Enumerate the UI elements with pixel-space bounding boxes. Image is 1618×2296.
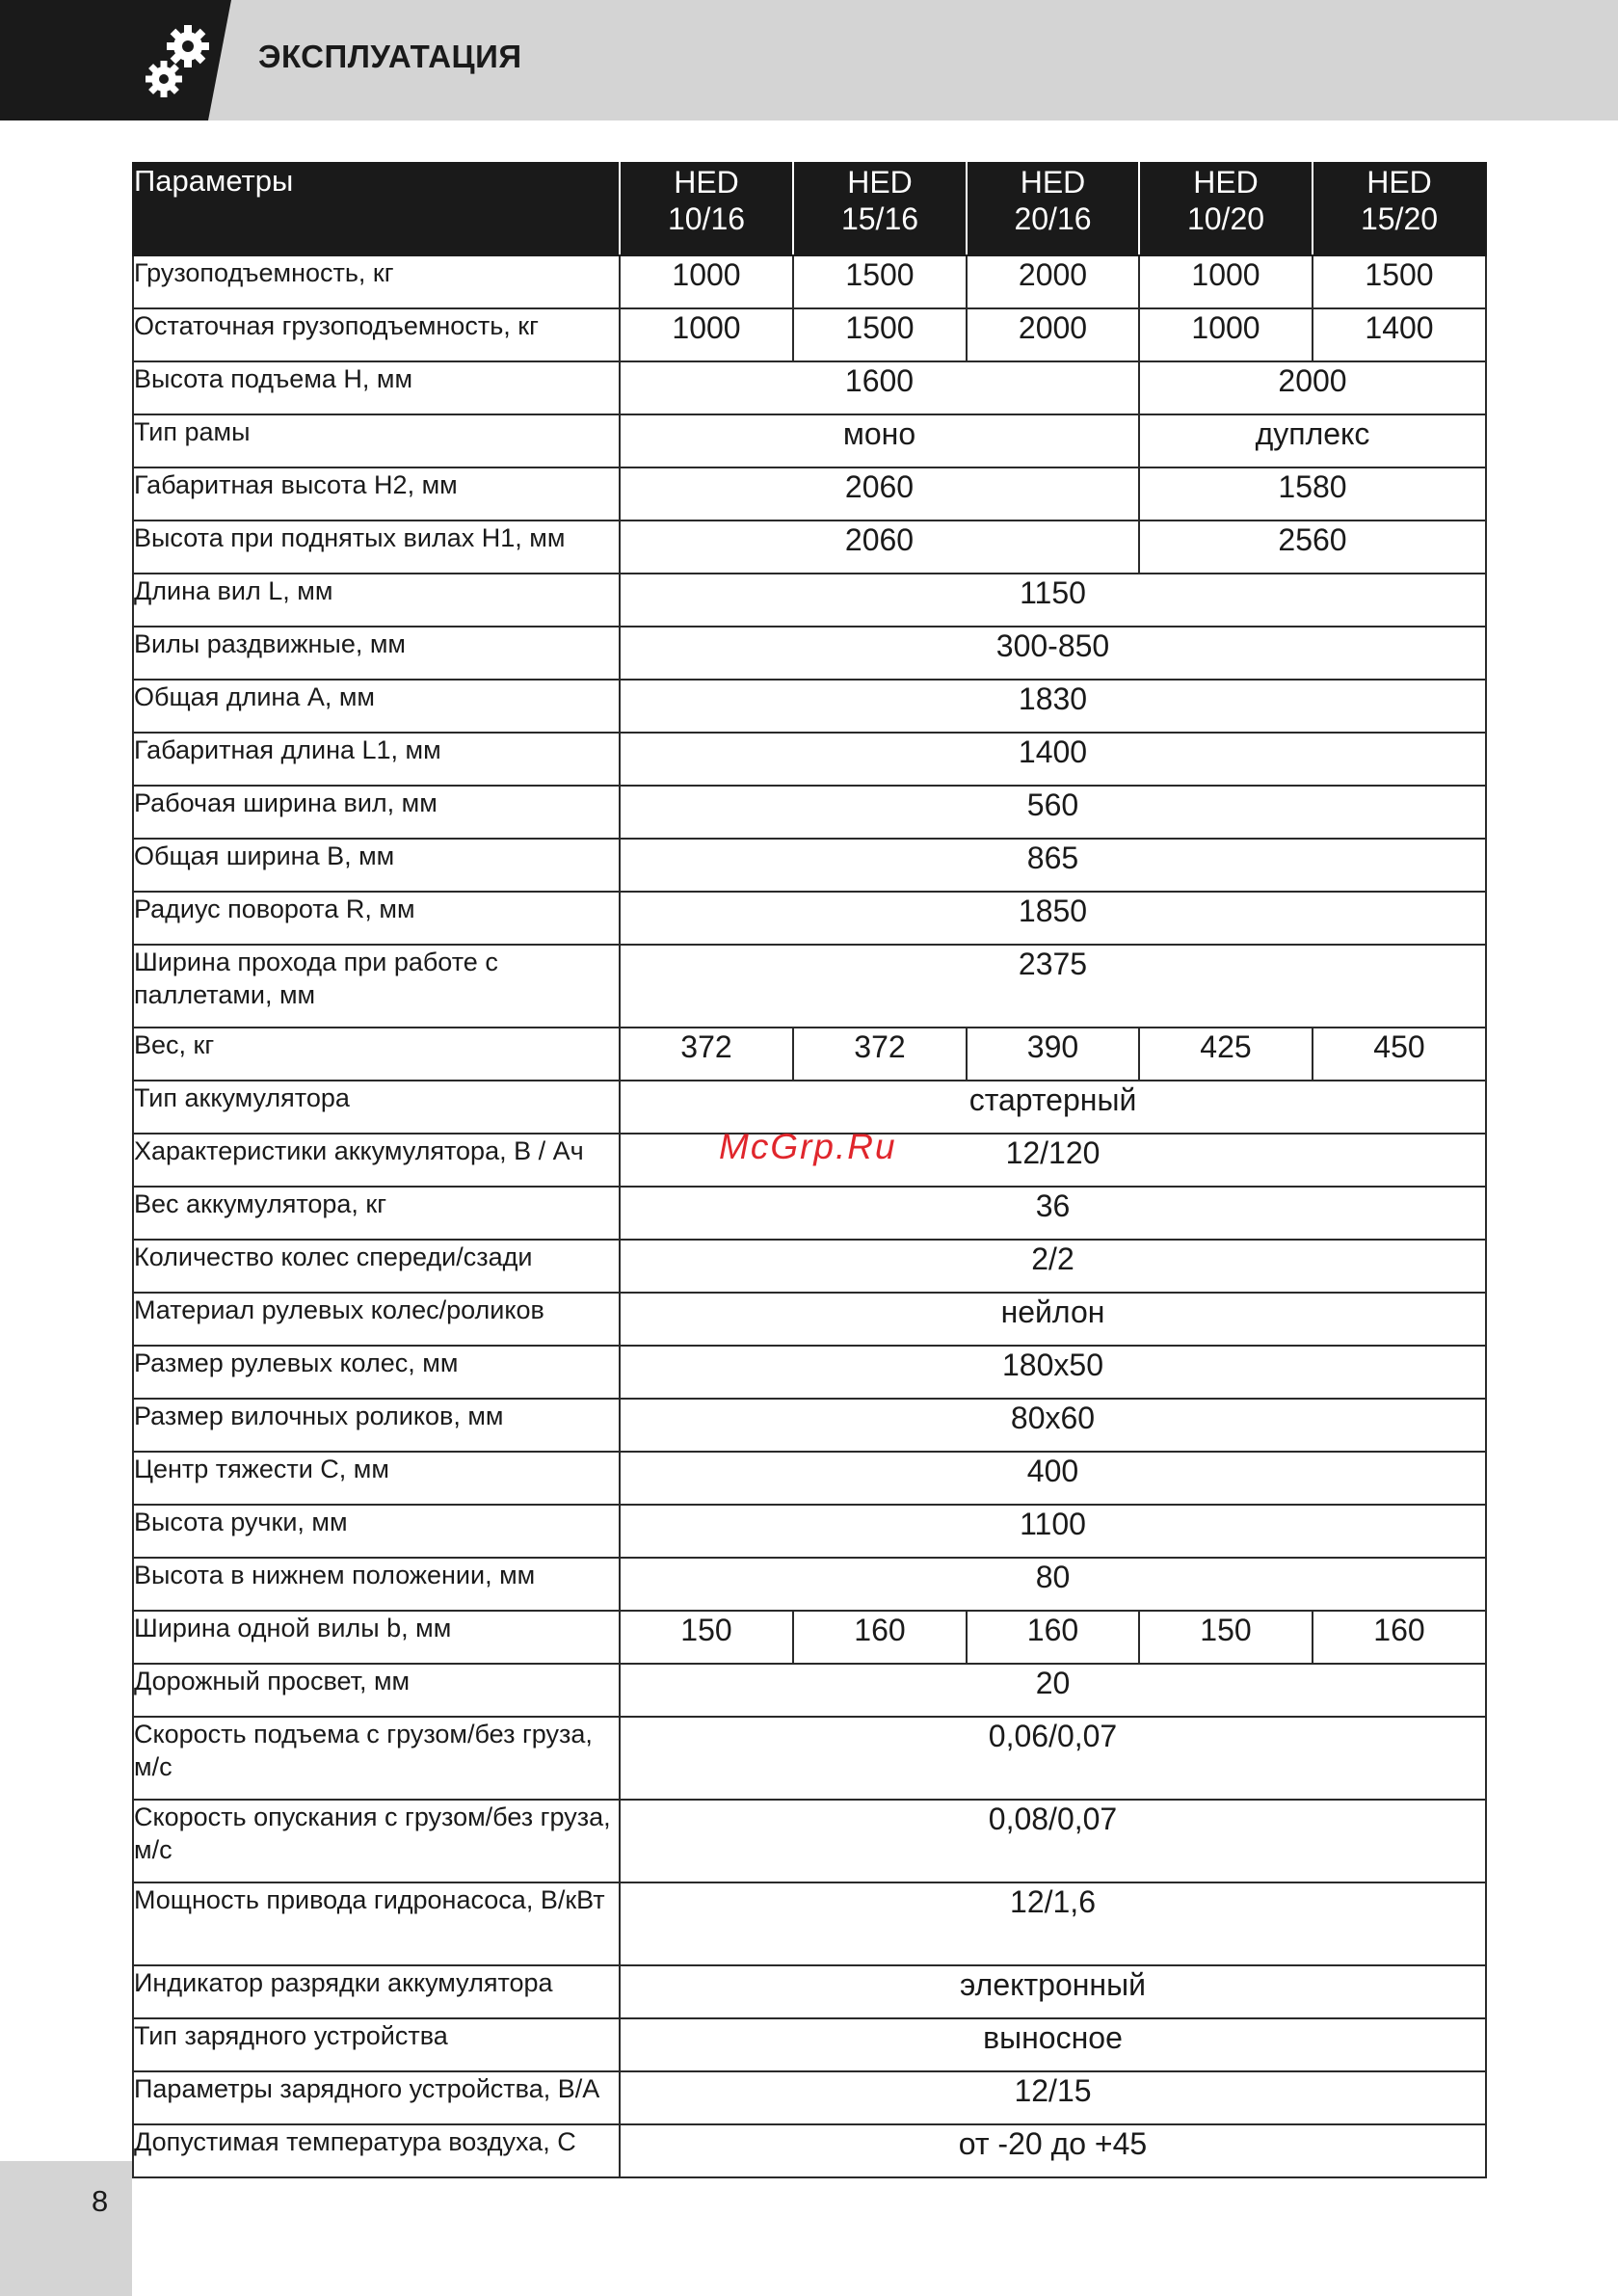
table-row: [133, 1399, 1486, 1452]
row-label: Общая длина A, мм: [133, 680, 620, 733]
row-label: Ширина прохода при работе с паллетами, мм: [133, 945, 620, 1028]
table-row: [133, 521, 1486, 574]
page-number: 8: [92, 2184, 109, 2218]
row-label: Общая ширина B, мм: [133, 839, 620, 892]
table-cell: 1600: [620, 361, 1139, 414]
row-label: Мощность привода гидронасоса, В/кВт: [133, 1882, 620, 1965]
table-row: [133, 1965, 1486, 2018]
row-label: Индикатор разрядки аккумулятора: [133, 1965, 620, 2018]
table-row: [133, 1293, 1486, 1346]
table-row: [133, 733, 1486, 786]
table-row: [133, 1611, 1486, 1664]
table-row: [133, 2124, 1486, 2177]
table-cell: 300-850: [620, 627, 1486, 680]
table-cell: 1500: [793, 308, 967, 361]
table-cell: нейлон: [620, 1293, 1486, 1346]
table-row: [133, 892, 1486, 945]
table-cell: 20: [620, 1664, 1486, 1717]
table-row: [133, 308, 1486, 361]
table-cell: 425: [1139, 1028, 1313, 1081]
table-cell: 1580: [1139, 467, 1486, 521]
table-cell: 372: [620, 1028, 793, 1081]
table-row: [133, 1187, 1486, 1240]
table-cell: 372: [793, 1028, 967, 1081]
table-row: [133, 786, 1486, 839]
table-row: [133, 1882, 1486, 1965]
table-cell: 0,08/0,07: [620, 1800, 1486, 1882]
row-label: Скорость опускания с грузом/без груза, м/с: [133, 1800, 620, 1882]
row-label: Радиус поворота R, мм: [133, 892, 620, 945]
table-cell: дуплекс: [1139, 414, 1486, 467]
table-cell: 390: [967, 1028, 1139, 1081]
table-row: [133, 627, 1486, 680]
header-bar: [0, 0, 1618, 120]
row-label: Допустимая температура воздуха, С: [133, 2124, 620, 2177]
table-cell: 450: [1313, 1028, 1486, 1081]
table-cell: 36: [620, 1187, 1486, 1240]
table-cell: 1400: [1313, 308, 1486, 361]
table-cell: 150: [1139, 1611, 1313, 1664]
table-cell: 1150: [620, 574, 1486, 627]
row-label: Вес аккумулятора, кг: [133, 1187, 620, 1240]
row-label: Центр тяжести C, мм: [133, 1452, 620, 1505]
table-cell: 1830: [620, 680, 1486, 733]
row-label: Вилы раздвижные, мм: [133, 627, 620, 680]
row-label: Рабочая ширина вил, мм: [133, 786, 620, 839]
table-row: [133, 839, 1486, 892]
table-cell: 1000: [620, 255, 793, 308]
table-cell: 2000: [1139, 361, 1486, 414]
row-label: Скорость подъема с грузом/без груза, м/с: [133, 1717, 620, 1800]
row-label: Тип рамы: [133, 414, 620, 467]
table-cell: 12/120: [620, 1134, 1486, 1187]
table-cell: 1500: [1313, 255, 1486, 308]
table-row: [133, 2018, 1486, 2071]
table-cell: 2060: [620, 521, 1139, 574]
table-cell: 80: [620, 1558, 1486, 1611]
row-label: Характеристики аккумулятора, В / Ач: [133, 1134, 620, 1187]
table-cell: стартерный: [620, 1081, 1486, 1134]
table-row: [133, 1028, 1486, 1081]
row-label: Грузоподъемность, кг: [133, 255, 620, 308]
row-label: Длина вил L, мм: [133, 574, 620, 627]
table-cell: 2000: [967, 255, 1139, 308]
table-cell: 1100: [620, 1505, 1486, 1558]
table-cell: 1500: [793, 255, 967, 308]
column-header: HED 10/20: [1139, 163, 1313, 255]
table-cell: 160: [967, 1611, 1139, 1664]
table-cell: 150: [620, 1611, 793, 1664]
table-cell: 1000: [1139, 255, 1313, 308]
watermark: McGrp.Ru: [719, 1127, 897, 1166]
table-cell: 2/2: [620, 1240, 1486, 1293]
table-row: [133, 1240, 1486, 1293]
table-cell: 160: [793, 1611, 967, 1664]
table-row: [133, 680, 1486, 733]
table-row: [133, 1081, 1486, 1134]
table-cell: моно: [620, 414, 1139, 467]
table-cell: 0,06/0,07: [620, 1717, 1486, 1800]
page-number-tab: [0, 2161, 132, 2296]
table-row: [133, 574, 1486, 627]
table-row: [133, 361, 1486, 414]
row-label: Высота в нижнем положении, мм: [133, 1558, 620, 1611]
table-cell: 865: [620, 839, 1486, 892]
table-cell: 12/15: [620, 2071, 1486, 2124]
table-cell: 2000: [967, 308, 1139, 361]
row-label: Габаритная длина L1, мм: [133, 733, 620, 786]
section-title: ЭКСПЛУАТАЦИЯ: [258, 39, 522, 74]
table-row: [133, 1558, 1486, 1611]
row-label: Количество колес спереди/сзади: [133, 1240, 620, 1293]
table-row: [133, 2071, 1486, 2124]
table-row: [133, 1505, 1486, 1558]
table-cell: 2560: [1139, 521, 1486, 574]
row-label: Высота при поднятых вилах H1, мм: [133, 521, 620, 574]
column-header: HED 15/20: [1313, 163, 1486, 255]
column-header: Параметры: [133, 163, 620, 255]
row-label: Материал рулевых колес/роликов: [133, 1293, 620, 1346]
table-cell: 2375: [620, 945, 1486, 1028]
table-cell: 1000: [620, 308, 793, 361]
gears-icon: [143, 21, 216, 100]
row-label: Высота ручки, мм: [133, 1505, 620, 1558]
row-label: Вес, кг: [133, 1028, 620, 1081]
row-label: Габаритная высота H2, мм: [133, 467, 620, 521]
table-row: [133, 1452, 1486, 1505]
table-cell: 1850: [620, 892, 1486, 945]
row-label: Размер вилочных роликов, мм: [133, 1399, 620, 1452]
column-header: HED 10/16: [620, 163, 793, 255]
table-cell: 12/1,6: [620, 1882, 1486, 1965]
row-label: Ширина одной вилы b, мм: [133, 1611, 620, 1664]
table-row: [133, 414, 1486, 467]
table-row: [133, 1664, 1486, 1717]
table-cell: 1000: [1139, 308, 1313, 361]
table-cell: 2060: [620, 467, 1139, 521]
column-header: HED 15/16: [793, 163, 967, 255]
row-label: Тип аккумулятора: [133, 1081, 620, 1134]
table-row: [133, 1346, 1486, 1399]
table-cell: 80x60: [620, 1399, 1486, 1452]
table-cell: 400: [620, 1452, 1486, 1505]
table-cell: выносное: [620, 2018, 1486, 2071]
row-label: Остаточная грузоподъемность, кг: [133, 308, 620, 361]
table-cell: 1400: [620, 733, 1486, 786]
table-row: [133, 945, 1486, 1028]
row-label: Тип зарядного устройства: [133, 2018, 620, 2071]
column-header: HED 20/16: [967, 163, 1139, 255]
table-row: [133, 255, 1486, 308]
table-cell: 160: [1313, 1611, 1486, 1664]
table-cell: от -20 до +45: [620, 2124, 1486, 2177]
row-label: Размер рулевых колес, мм: [133, 1346, 620, 1399]
table-cell: 180x50: [620, 1346, 1486, 1399]
row-label: Высота подъема H, мм: [133, 361, 620, 414]
table-row: [133, 467, 1486, 521]
table-row: [133, 1717, 1486, 1800]
table-row: [133, 1800, 1486, 1882]
table-cell: 560: [620, 786, 1486, 839]
table-header-row: [133, 163, 1486, 255]
row-label: Дорожный просвет, мм: [133, 1664, 620, 1717]
table-cell: электронный: [620, 1965, 1486, 2018]
specifications-table: [132, 162, 1487, 2178]
row-label: Параметры зарядного устройства, В/А: [133, 2071, 620, 2124]
